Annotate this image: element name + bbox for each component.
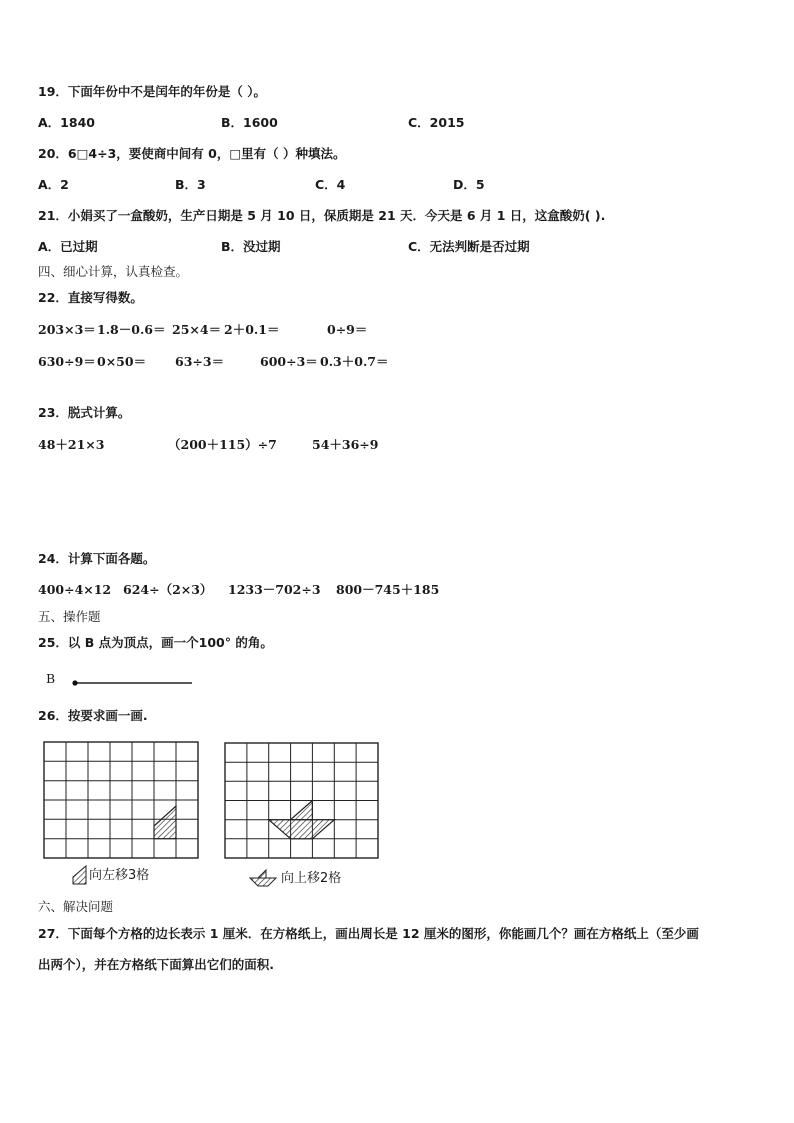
right-grid-caption: 向上移2格 — [281, 871, 342, 886]
q24-item: 400÷4×12 — [38, 582, 112, 597]
question-22-stem: 22．直接写得数。 — [38, 290, 143, 305]
q24-item: 1233－702÷3 — [228, 582, 321, 597]
right-grid — [225, 743, 378, 858]
section-6-heading: 六、解决问题 — [38, 899, 114, 914]
q19-option-b: B．1600 — [221, 115, 278, 130]
q22-item: 600÷3＝ — [260, 354, 318, 369]
right-caption-icon — [250, 870, 276, 886]
question-19-stem: 19．下面年份中不是闰年的年份是（ ）。 — [38, 84, 266, 99]
q20-option-b: B．3 — [175, 177, 206, 192]
left-grid — [44, 742, 198, 858]
q21-option-a: A．已过期 — [38, 239, 98, 254]
q21-option-c: C．无法判断是否过期 — [408, 239, 530, 254]
q24-item: 800－745＋185 — [336, 582, 440, 597]
question-27-line2: 出两个），并在方格纸下面算出它们的面积. — [38, 957, 274, 972]
q22-item: 0÷9＝ — [327, 322, 368, 337]
right-shape — [269, 801, 335, 839]
q23-item: 54＋36÷9 — [312, 437, 379, 452]
q19-option-c: C．2015 — [408, 115, 465, 130]
section-4-heading: 四、细心计算，认真检查。 — [38, 264, 189, 279]
q22-item: 1.8－0.6＝ — [97, 322, 166, 337]
question-27-line1: 27．下面每个方格的边长表示 1 厘米．在方格纸上，画出周长是 12 厘米的图形，你能画几个？画在方格纸上（至少画 — [38, 926, 699, 941]
left-shape — [154, 806, 176, 839]
q22-item: 25×4＝ — [172, 322, 222, 337]
q23-item: 48＋21×3 — [38, 437, 105, 452]
q22-item: 0×50＝ — [97, 354, 147, 369]
question-26-stem: 26．按要求画一画. — [38, 708, 148, 723]
q24-item: 624÷（2×3） — [123, 582, 213, 597]
q22-item: 630÷9＝ — [38, 354, 96, 369]
q23-item: （200＋115）÷7 — [168, 437, 277, 452]
q20-option-c: C．4 — [315, 177, 346, 192]
q19-option-a: A．1840 — [38, 115, 95, 130]
left-grid-caption: 向左移3格 — [89, 868, 150, 883]
question-25-stem: 25．以 B 点为顶点，画一个100° 的角。 — [38, 635, 273, 650]
point-b-label: B — [46, 671, 56, 686]
q22-item: 203×3＝ — [38, 322, 96, 337]
q22-item: 0.3＋0.7＝ — [320, 354, 389, 369]
q22-item: 63÷3＝ — [175, 354, 225, 369]
q22-item: 2＋0.1＝ — [224, 322, 280, 337]
left-caption-icon — [73, 866, 86, 884]
q20-option-d: D．5 — [453, 177, 485, 192]
vertex-point — [72, 680, 77, 685]
question-23-stem: 23．脱式计算。 — [38, 405, 131, 420]
q20-option-a: A．2 — [38, 177, 69, 192]
section-5-heading: 五、操作题 — [38, 609, 101, 624]
question-24-stem: 24．计算下面各题。 — [38, 551, 156, 566]
question-21-stem: 21．小娟买了一盒酸奶，生产日期是 5 月 10 日，保质期是 21 天．今天是 6 月 1 日，这盒酸奶( ). — [38, 208, 606, 223]
q21-option-b: B．没过期 — [221, 239, 281, 254]
question-20-stem: 20．6□4÷3，要使商中间有 0，□里有（ ）种填法。 — [38, 146, 346, 161]
